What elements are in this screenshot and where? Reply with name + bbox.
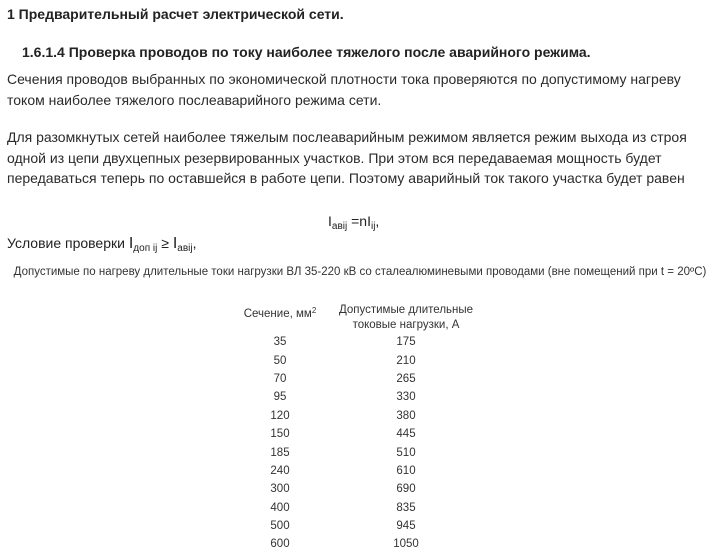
cell-current: 1050 [329,536,483,554]
cell-section: 35 [273,336,287,349]
condition-i1: I [128,235,134,252]
column-header-section [231,302,329,334]
cell-current: 690 [329,481,483,499]
table-row [231,425,483,443]
formula-lhs: I [328,213,332,229]
cell-section: 300 [231,481,329,499]
table-row [231,481,483,499]
table-header-row [231,302,483,334]
cell-section: 95 [231,389,329,407]
cell-section: 185 [231,444,329,462]
condition-i2: I [172,235,178,252]
column-header-section-superscript: 2 [311,306,317,315]
table-row [231,462,483,480]
subsection-heading: 1.6.1.4 Проверка проводов по току наиболее тяжелого после аварийного режима. [22,44,591,60]
cell-current: 330 [329,389,483,407]
table-row [231,444,483,462]
formula-lhs-subscript: авij [331,221,348,232]
cell-section: 120 [231,407,329,425]
current-table [231,302,483,554]
table-row [231,536,483,554]
formula-equals: =nI [347,213,371,229]
table-row [231,499,483,517]
cell-section: 70 [231,370,329,388]
cell-section: 600 [231,536,329,554]
section-heading: 1 Предварительный расчет электрической сети. [7,6,344,22]
column-header-current: Допустимые длительные токовые нагрузки, А [338,304,474,331]
cell-section: 500 [231,517,329,535]
emergency-current-formula [328,213,379,232]
table-row [231,389,483,407]
cell-current: 380 [329,407,483,425]
cell-current: 835 [329,499,483,517]
table-caption: Допустимые по нагреву длительные токи нагрузки ВЛ 35-220 кВ со сталеалюминевыми проводами (вне помещений при t = 20ºC) [13,266,707,278]
table-row [231,352,483,370]
condition-tail: , [192,235,197,251]
formula-rhs-subscript: ij [370,221,376,232]
cell-current: 210 [329,352,483,370]
cell-current: 175 [396,336,416,349]
condition-i1-subscript: доп ij [133,243,158,254]
cell-section: 240 [231,462,329,480]
condition-i2-subscript: авij [177,243,193,254]
paragraph-intro: Сечения проводов выбранных по экономической плотности тока проверяются по допустимому нагреву током наиболее тяжелого послеаварийного режима сети. [7,71,681,108]
paragraph-emergency-mode: Для разомкнутых сетей наиболее тяжелым послеаварийным режимом является режим выхода из строя одной из цепи двухцепных резервированных участков. При этом вся передаваемая мощность будет передаваться теперь по оставшейся в работе цепи. Поэтому аварийный ток такого участка будет равен [7,129,687,186]
cell-current: 610 [329,462,483,480]
check-condition [7,235,196,254]
cell-current: 510 [329,444,483,462]
cell-section: 150 [231,425,329,443]
table-row [231,334,483,352]
formula-tail: , [375,213,380,229]
table-row [231,517,483,535]
table-row [231,407,483,425]
table-body [231,334,483,554]
condition-label: Условие проверки [7,235,129,251]
column-header-section-label: Сечение, мм [243,308,312,320]
cell-current: 265 [329,370,483,388]
cell-section: 50 [231,352,329,370]
cell-section: 400 [231,499,329,517]
cell-current: 445 [329,425,483,443]
condition-relation: ≥ [157,235,173,251]
cell-current: 945 [329,517,483,535]
table-row [231,370,483,388]
